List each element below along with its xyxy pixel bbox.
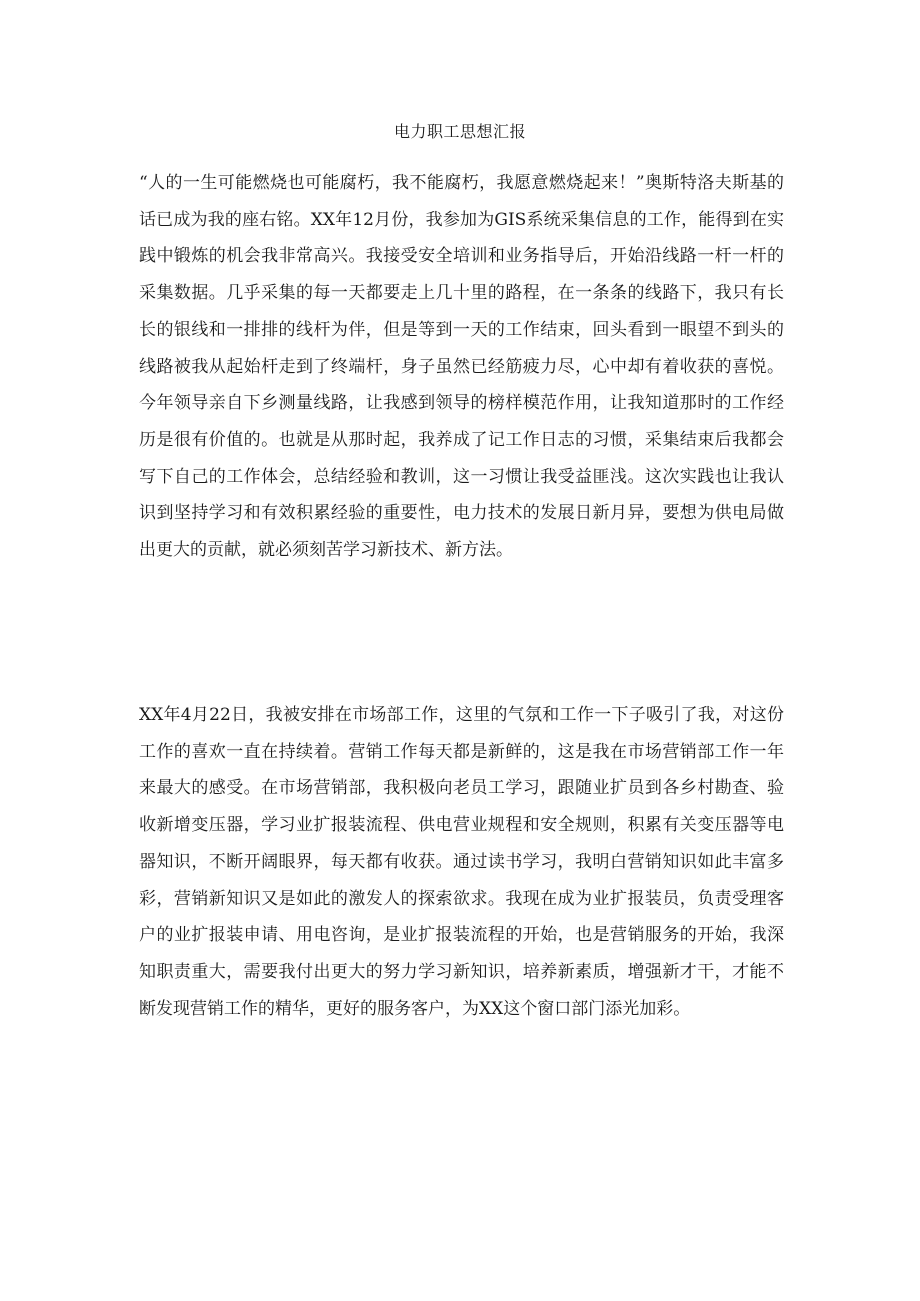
body-paragraph-2: XX年4月22日，我被安排在市场部工作，这里的气氛和工作一下子吸引了我，对这份工作的喜欢一直在持续着。营销工作每天都是新鲜的，这是我在市场营销部工作一年来最大的感受。在市场营销部，我积极向老员工学习，跟随业扩员到各乡村勘查、验收新增变压器，学习业扩报装流程、供电营业规程和安全规则，积累有关变压器等电器知识，不断开阔眼界，每天都有收获。通过读书学习，我明白营销知识如此丰富多彩，营销新知识又是如此的激发人的探索欲求。我现在成为业扩报装员，负责受理客户的业扩报装申请、用电咨询，是业扩报装流程的开始，也是营销服务的开始，我深知职责重大，需要我付出更大的努力学习新知识，培养新素质，增强新才干，才能不断发现营销工作的精华，更好的服务客户，为XX这个窗口部门添光加彩。 — [139, 705, 784, 1019]
document-title: 电力职工思想汇报 — [393, 122, 526, 141]
body-paragraph-1: “人的一生可能燃烧也可能腐朽，我不能腐朽，我愿意燃烧起来！”奥斯特洛夫斯基的话已成为我的座右铭。XX年12月份，我参加为GIS系统采集信息的工作，能得到在实践中锻炼的机会我非常高兴。我接受安全培训和业务指导后，开始沿线路一杆一杆的采集数据。几乎采集的每一天都要走上几十里的路程，在一条条的线路下，我只有长长的银线和一排排的线杆为伴，但是等到一天的工作结束，回头看到一眼望不到头的线路被我从起始杆走到了终端杆，身子虽然已经筋疲力尽，心中却有着收获的喜悦。今年领导亲自下乡测量线路，让我感到领导的榜样模范作用，让我知道那时的工作经历是很有价值的。也就是从那时起，我养成了记工作日志的习惯，采集结束后我都会写下自己的工作体会，总结经验和教训，这一习惯让我受益匪浅。这次实践也让我认识到坚持学习和有效积累经验的重要性，电力技术的发展日新月异，要想为供电局做出更大的贡献，就必须刻苦学习新技术、新方法。 — [139, 173, 784, 561]
